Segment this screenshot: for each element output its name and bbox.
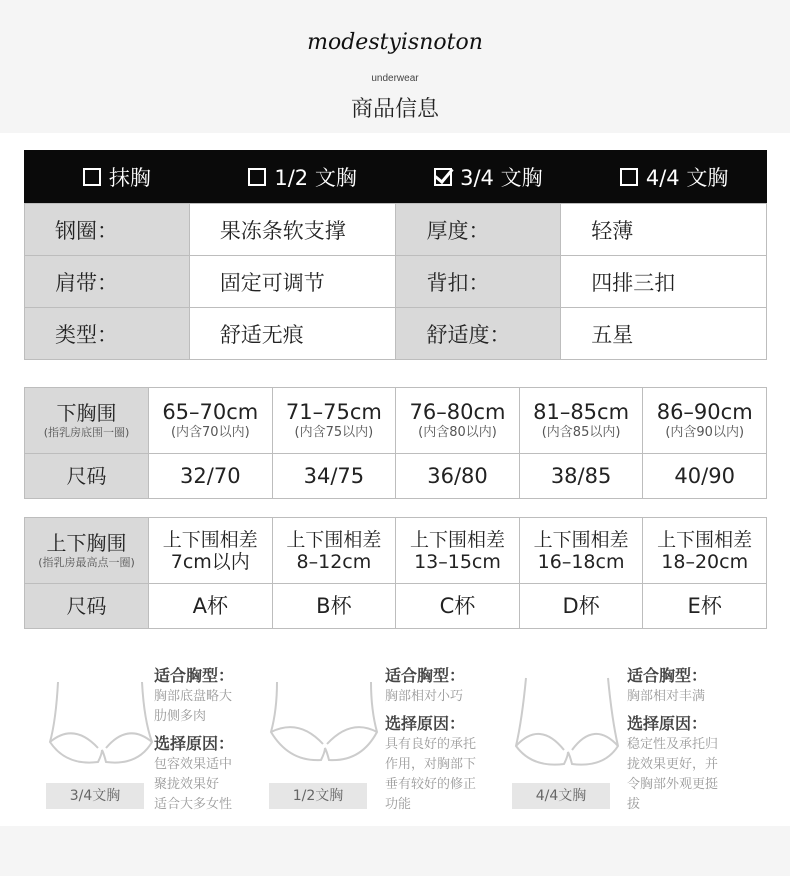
- range-value: 71–75cm: [285, 399, 382, 424]
- table-row: [25, 388, 767, 454]
- table-row: [25, 204, 767, 256]
- reason-line: 稳定性及承托归: [627, 737, 719, 752]
- checkbox-icon[interactable]: [83, 168, 101, 186]
- style-badge: 3/4文胸: [46, 783, 144, 809]
- tab-tube[interactable]: [24, 150, 210, 203]
- checkbox-checked-icon[interactable]: [434, 168, 452, 186]
- header-label: 下胸围: [56, 400, 117, 425]
- spec-label: 舒适度：: [396, 308, 561, 360]
- spec-value: 四排三扣: [561, 256, 767, 308]
- style-badge: 1/2文胸: [269, 783, 367, 809]
- spec-label: 类型：: [25, 308, 190, 360]
- tab-label: 4/4 文胸: [645, 165, 729, 190]
- header-sublabel: (指乳房底围一圈): [43, 425, 130, 439]
- fit-title: 适合胸型：: [627, 666, 708, 685]
- diff-cell: 上下围相差 8–12cm: [272, 518, 396, 584]
- checkbox-icon[interactable]: [248, 168, 266, 186]
- header-sublabel: (指乳房最高点一圈): [38, 555, 135, 569]
- range-note: (内含90以内): [665, 424, 745, 440]
- range-note: (内含80以内): [418, 424, 497, 440]
- cup-cell: C杯: [396, 584, 520, 629]
- shape-guide-full: [512, 665, 752, 815]
- cup-cell: D杯: [519, 584, 643, 629]
- spec-value: 舒适无痕: [189, 308, 396, 360]
- fit-title: 适合胸型：: [154, 666, 235, 685]
- style-badge: 4/4文胸: [512, 783, 610, 809]
- table-row: [25, 518, 767, 584]
- tab-label: 抹胸: [108, 165, 151, 190]
- table-row: [25, 584, 767, 629]
- shape-description: [627, 665, 762, 815]
- diff-cell: 上下围相差 13–15cm: [396, 518, 520, 584]
- spec-value: 固定可调节: [189, 256, 396, 308]
- diff-cell: 上下围相差 16–18cm: [519, 518, 643, 584]
- spec-label: 钢圈：: [25, 204, 190, 256]
- fit-line: 胸部底盘略大: [154, 689, 233, 704]
- tab-half-cup[interactable]: [210, 150, 396, 203]
- reason-line: 拔: [627, 797, 641, 812]
- size-cell: 38/85: [519, 454, 643, 499]
- bra-half-cup-icon: [269, 670, 379, 770]
- spec-table: [24, 203, 767, 360]
- underbust-header: [25, 388, 149, 454]
- reason-line: 垂有较好的修正: [385, 777, 477, 792]
- header-label: 上下胸围: [46, 530, 127, 555]
- reason-title: 选择原因：: [385, 714, 466, 733]
- spec-label: 背扣：: [396, 256, 561, 308]
- range-value: 65–70cm: [162, 399, 259, 424]
- underbust-size-table: [24, 387, 767, 499]
- tab-full-cup[interactable]: [581, 150, 767, 203]
- shape-guide-three-quarter: [46, 665, 286, 815]
- range-cell: [643, 388, 767, 454]
- shape-guide-half: [269, 665, 509, 815]
- reason-line: 适合大多女性: [154, 797, 233, 812]
- tab-label: 1/2 文胸: [274, 165, 357, 190]
- size-label: 尺码: [25, 454, 149, 499]
- size-cell: 34/75: [272, 454, 396, 499]
- reason-title: 选择原因：: [154, 734, 235, 753]
- size-cell: 32/70: [149, 454, 273, 499]
- range-note: (内含70以内): [170, 424, 250, 440]
- bra-full-cup-icon: [512, 670, 622, 770]
- bra-three-quarter-icon: [46, 670, 156, 770]
- cup-cell: B杯: [272, 584, 396, 629]
- reason-line: 聚拢效果好: [154, 777, 220, 792]
- spec-value: 轻薄: [561, 204, 767, 256]
- table-row: [25, 308, 767, 360]
- reason-line: 作用，对胸部下: [385, 757, 477, 772]
- spec-label: 厚度：: [396, 204, 561, 256]
- range-note: (内含85以内): [541, 424, 621, 440]
- spec-value: 五星: [561, 308, 767, 360]
- fit-title: 适合胸型：: [385, 666, 466, 685]
- range-value: 86–90cm: [656, 399, 753, 424]
- range-value: 81–85cm: [533, 399, 630, 424]
- range-cell: [149, 388, 273, 454]
- size-cell: 40/90: [643, 454, 767, 499]
- range-note: (内含75以内): [294, 424, 374, 440]
- fit-line: 肋侧多肉: [154, 709, 207, 724]
- cup-cell: E杯: [643, 584, 767, 629]
- diff-cell: 上下围相差 7cm以内: [149, 518, 273, 584]
- table-row: [25, 454, 767, 499]
- table-row: [25, 256, 767, 308]
- tab-three-quarter-cup[interactable]: [396, 150, 582, 203]
- brand-logo: modestyisnoton: [307, 30, 483, 55]
- reason-line: 包容效果适中: [154, 757, 233, 772]
- size-label: 尺码: [25, 584, 149, 629]
- cup-header: [25, 518, 149, 584]
- spec-value: 果冻条软支撑: [189, 204, 396, 256]
- cup-cell: A杯: [149, 584, 273, 629]
- range-cell: [519, 388, 643, 454]
- checkbox-icon[interactable]: [620, 168, 638, 186]
- page-title: 商品信息: [350, 97, 439, 122]
- spec-label: 肩带：: [25, 256, 190, 308]
- diff-cell: 上下围相差 18–20cm: [643, 518, 767, 584]
- reason-line: 拢效果更好，并: [627, 757, 719, 772]
- brand-subtitle: underwear: [371, 73, 419, 84]
- header: [0, 0, 790, 133]
- bra-style-tabs: [24, 150, 767, 203]
- range-cell: [272, 388, 396, 454]
- range-cell: [396, 388, 520, 454]
- fit-line: 胸部相对丰满: [627, 689, 706, 704]
- fit-line: 胸部相对小巧: [385, 689, 464, 704]
- shape-description: [385, 665, 520, 815]
- cup-size-table: [24, 517, 767, 629]
- reason-line: 功能: [385, 797, 412, 812]
- range-value: 76–80cm: [409, 399, 506, 424]
- reason-line: 具有良好的承托: [385, 737, 477, 752]
- size-cell: 36/80: [396, 454, 520, 499]
- tab-label: 3/4 文胸: [460, 165, 543, 190]
- reason-line: 令胸部外观更挺: [627, 777, 719, 792]
- reason-title: 选择原因：: [627, 714, 708, 733]
